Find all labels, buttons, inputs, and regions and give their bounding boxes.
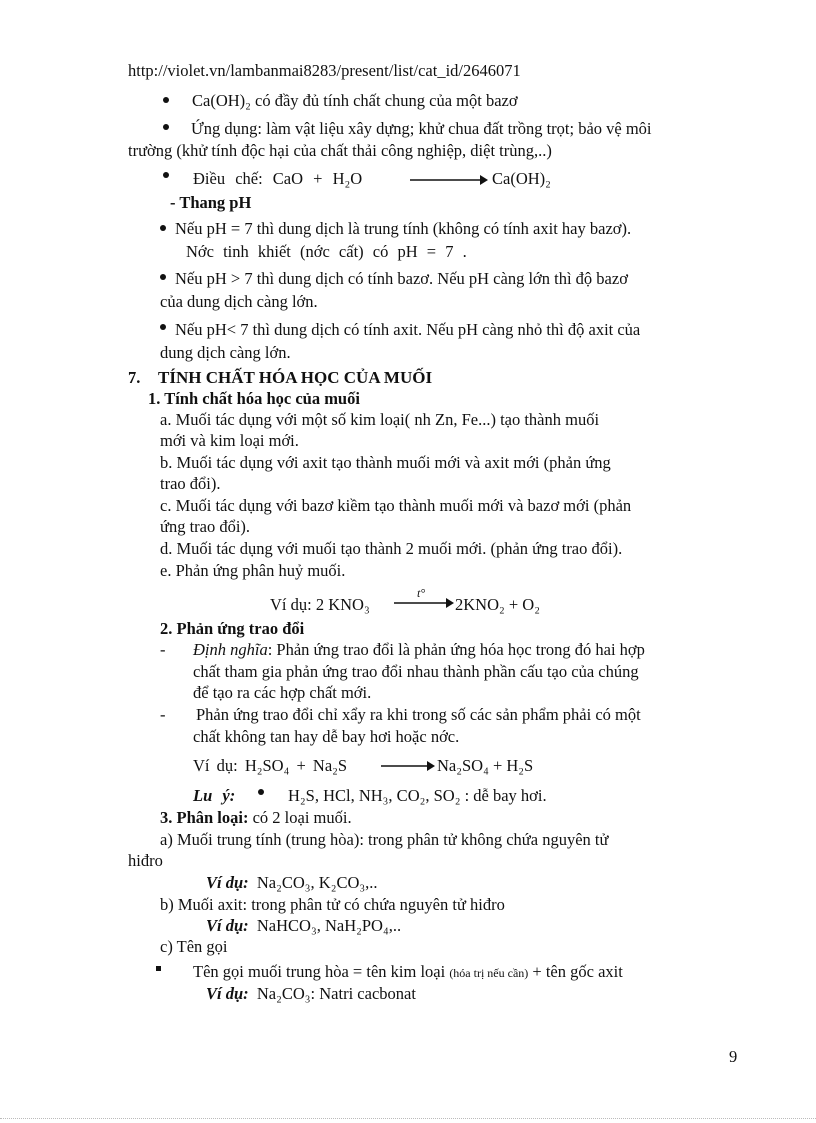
item-a-line2: mới và kim loại mới. — [160, 431, 299, 450]
subsection-3-text: có 2 loại muối. — [252, 808, 352, 827]
class-a-line1: a) Muối trung tính (trung hòa): trong phân tử không chứa nguyên tử — [160, 830, 609, 849]
example2-left: Ví dụ: H₂SO₄ + Na₂S — [193, 756, 348, 775]
class-a-example — [206, 873, 378, 893]
bullet-icon — [163, 172, 169, 178]
note-text: H₂S, HCl, NH₃, CO₂, SO₂ : dễ bay hơi. — [288, 786, 547, 805]
section-number: 7. — [128, 368, 141, 387]
naming-rule-main: Tên gọi muối trung hòa = tên kim loại — [193, 962, 446, 981]
condition-line2: chất không tan hay dễ bay hơi hoặc nớc. — [193, 727, 460, 746]
reaction-arrow-icon — [410, 174, 488, 186]
item-d: d. Muối tác dụng với muối tạo thành 2 muối mới. (phản ứng trao đổi). — [160, 539, 623, 558]
example-label: Ví dụ: — [206, 873, 249, 892]
class-a-line2: hiđro — [128, 851, 163, 870]
page-bottom-border — [0, 1118, 816, 1119]
subsection-3-heading — [160, 808, 352, 828]
condition-line1: Phản ứng trao đổi chỉ xẩy ra khi trong số các sản phẩm phải có một — [196, 705, 641, 724]
bullet-icon — [160, 274, 166, 280]
item-e: e. Phản ứng phân huỷ muối. — [160, 561, 346, 580]
example-label: Ví dụ: — [206, 984, 249, 1003]
class-b-example — [206, 916, 401, 936]
bullet-icon — [160, 225, 166, 231]
bullet-applications-line1: Ứng dụng: làm vật liệu xây dựng; khử chua đất trồng trọt; bảo vệ môi — [191, 119, 652, 138]
naming-example — [206, 984, 416, 1004]
item-b-line1: b. Muối tác dụng với axit tạo thành muối mới và axit mới (phản ứng — [160, 453, 611, 472]
header-url: http://violet.vn/lambanmai8283/present/list/cat_id/2646071 — [128, 61, 521, 80]
example1-left: Ví dụ: 2 KNO₃ — [270, 595, 370, 614]
bullet-applications-line2: trường (khử tính độc hại của chất thải công nghiệp, diệt trùng,..) — [128, 141, 552, 160]
square-bullet-icon — [156, 966, 161, 971]
section-title: TÍNH CHẤT HÓA HỌC CỦA MUỐI — [158, 368, 433, 387]
naming-heading: c) Tên gọi — [160, 937, 228, 956]
ph-acidic-line1: Nếu pH< 7 thì dung dịch có tính axit. Nếu pH càng nhỏ thì độ axit của — [175, 320, 641, 339]
preparation-equation-left: Điều chế: CaO + H₂O — [193, 169, 363, 188]
ph-scale-heading: - Thang pH — [170, 193, 252, 212]
bullet-icon — [163, 97, 169, 103]
definition-line1 — [193, 640, 645, 660]
definition-text: : Phản ứng trao đổi là phản ứng hóa học trong đó hai hợp — [267, 640, 645, 659]
dash-marker: - — [160, 640, 166, 659]
note-label: Lu ý: — [193, 786, 236, 805]
dash-marker: - — [160, 705, 166, 724]
example-formulas: NaHCO₃, NaH₂PO₄,.. — [256, 916, 402, 935]
ph-acidic-line2: dung dịch càng lớn. — [160, 343, 291, 362]
preparation-equation-right: Ca(OH)₂ — [492, 169, 551, 188]
definition-line3: để tạo ra các hợp chất mới. — [193, 683, 372, 702]
reaction-arrow-icon — [381, 760, 435, 772]
bullet-icon — [163, 124, 169, 130]
item-c-line1: c. Muối tác dụng với bazơ kiềm tạo thành muối mới và bazơ mới (phản — [160, 496, 632, 515]
naming-rule — [193, 962, 623, 983]
definition-line2: chất tham gia phản ứng trao đổi nhau thành phần cấu tạo của chúng — [193, 662, 639, 681]
subsection-1-heading: 1. Tính chất hóa học của muối — [148, 389, 360, 408]
example1-right: 2KNO₂ + O₂ — [455, 595, 540, 614]
ph-basic-line1: Nếu pH > 7 thì dung dịch có tính bazơ. Nếu pH càng lớn thì độ bazơ — [175, 269, 628, 288]
item-c-line2: ứng trao đổi). — [160, 517, 251, 536]
reaction-arrow-icon — [394, 597, 454, 609]
naming-rule-end: + tên gốc axit — [532, 962, 623, 981]
class-b: b) Muối axit: trong phân tử có chứa nguyên tử hiđro — [160, 895, 505, 914]
ph-neutral-line1: Nếu pH = 7 thì dung dịch là trung tính (không có tính axit hay bazơ). — [175, 219, 632, 238]
example-text: Na₂CO₃: Natri cacbonat — [256, 984, 416, 1003]
example2-right: Na₂SO₄ + H₂S — [437, 756, 534, 775]
definition-label: Định nghĩa — [193, 640, 268, 659]
item-b-line2: trao đổi). — [160, 474, 221, 493]
bullet-icon — [258, 789, 264, 795]
subsection-2-heading: 2. Phản ứng trao đổi — [160, 619, 305, 638]
ph-basic-line2: của dung dịch càng lớn. — [160, 292, 318, 311]
ph-neutral-line2: Nớc tinh khiết (nớc cất) có pH = 7 . — [186, 242, 467, 261]
page-number: 9 — [729, 1047, 738, 1066]
bullet-icon — [160, 324, 166, 330]
example-label: Ví dụ: — [206, 916, 249, 935]
item-a-line1: a. Muối tác dụng với một số kim loại( nh Zn, Fe...) tạo thành muối — [160, 410, 600, 429]
example-formulas: Na₂CO₃, K₂CO₃,.. — [256, 873, 378, 892]
subsection-3-label: 3. Phân loại: — [160, 808, 249, 827]
bullet-caoh2-properties: Ca(OH)₂ có đầy đủ tính chất chung của một bazơ — [192, 91, 518, 110]
example1-condition: t° — [417, 586, 426, 600]
naming-rule-note: (hóa trị nếu cần) — [449, 966, 529, 980]
